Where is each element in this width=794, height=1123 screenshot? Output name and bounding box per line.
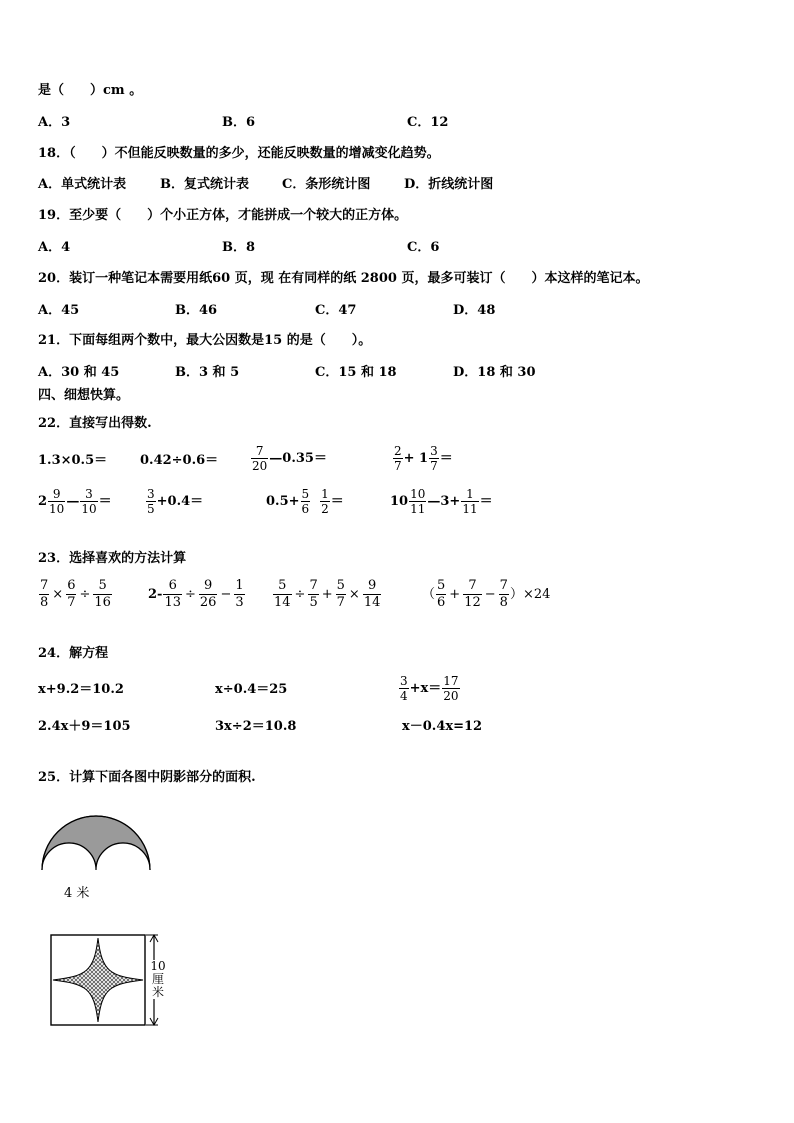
q17-option-c[interactable]: C．12 — [407, 115, 449, 130]
q18-option-d[interactable]: D．折线统计图 — [404, 177, 494, 192]
q21-option-b[interactable]: B．3 和 5 — [175, 365, 240, 380]
q23-expr-4: （ $\frac{5}{6}$ + $\frac{7}{12}$ − $\frac{7}{8}$ ）×24 — [422, 578, 551, 610]
q22-expr-8: 10 $\frac{10}{11}$ —3+ $\frac{1}{11}$ ＝ — [390, 487, 493, 516]
q19-option-c[interactable]: C．6 — [407, 240, 440, 255]
q19-stem: 19．至少要（ ）个小正方体，才能拼成一个较大的正方体。 — [38, 208, 408, 223]
q22-expr-7: 0.5+ $\frac{5}{6}$ $\frac{1}{2}$ ＝ — [266, 487, 344, 516]
fraction: $\frac{5}{16}$ — [94, 578, 111, 610]
q22-expr-6: $\frac{3}{5}$ +0.4＝ — [147, 487, 204, 516]
q19-option-a[interactable]: A．4 — [38, 240, 71, 255]
fraction: $\frac{6}{7}$ — [67, 578, 76, 610]
q25-title: 25．计算下面各图中阴影部分的面积. — [38, 770, 256, 785]
q24-eq-2: x÷0.4＝25 — [215, 682, 288, 697]
q21-option-c[interactable]: C．15 和 18 — [315, 365, 397, 380]
q23-expr-3: $\frac{5}{14}$ ÷ $\frac{7}{5}$ + $\frac{5}{7}$ × $\frac{9}{14}$ — [274, 578, 381, 610]
q20-option-a[interactable]: A．45 — [38, 303, 80, 318]
q22-expr-1: 1.3×0.5＝ — [38, 453, 108, 468]
fraction: $\frac{3}{7}$ — [430, 444, 438, 473]
fraction: $\frac{3}{10}$ — [81, 487, 97, 516]
q20-option-b[interactable]: B．46 — [175, 303, 218, 318]
q18-option-c[interactable]: C．条形统计图 — [282, 177, 371, 192]
q24-eq-1: x+9.2＝10.2 — [38, 682, 124, 697]
q18-option-b[interactable]: B．复式统计表 — [160, 177, 249, 192]
q17-option-b[interactable]: B．6 — [222, 115, 256, 130]
q24-eq-5: 3x÷2＝10.8 — [215, 719, 297, 734]
q22-expr-4: $\frac{2}{7}$ + 1 $\frac{3}{7}$ ＝ — [394, 444, 453, 473]
fraction: $\frac{5}{6}$ — [437, 578, 446, 610]
q23-expr-1: $\frac{7}{8}$ × $\frac{6}{7}$ ÷ $\frac{5}{16}$ — [40, 578, 111, 610]
q21-option-d[interactable]: D．18 和 30 — [453, 365, 536, 380]
fraction: $\frac{5}{6}$ — [301, 487, 310, 516]
figure-2-label: 10 厘 米 — [150, 959, 166, 999]
fraction: $\frac{1}{3}$ — [235, 578, 244, 610]
q24-eq-3: $\frac{3}{4}$ +x＝ $\frac{17}{20}$ — [400, 674, 459, 703]
q17-option-a[interactable]: A．3 — [38, 115, 71, 130]
q22-expr-5: 2 $\frac{9}{10}$ — $\frac{3}{10}$ ＝ — [38, 487, 112, 516]
fraction: $\frac{9}{10}$ — [49, 487, 65, 516]
q24-eq-4: 2.4x＋9＝105 — [38, 719, 131, 734]
q24-title: 24．解方程 — [38, 646, 109, 661]
fraction: $\frac{10}{11}$ — [410, 487, 426, 516]
fraction: $\frac{6}{13}$ — [164, 578, 181, 610]
q22-expr-2: 0.42÷0.6＝ — [140, 453, 219, 468]
fraction: $\frac{7}{8}$ — [499, 578, 508, 610]
fraction: $\frac{7}{12}$ — [464, 578, 481, 610]
fraction: $\frac{17}{20}$ — [443, 674, 459, 703]
fraction: $\frac{1}{2}$ — [321, 487, 329, 516]
fraction: $\frac{5}{14}$ — [274, 578, 291, 610]
q22-expr-3: $\frac{7}{20}$ —0.35＝ — [252, 444, 327, 473]
q19-option-b[interactable]: B．8 — [222, 240, 256, 255]
q18-option-a[interactable]: A．单式统计表 — [38, 177, 127, 192]
fraction: $\frac{7}{8}$ — [40, 578, 49, 610]
q23-expr-2: 2- $\frac{6}{13}$ ÷ $\frac{9}{26}$ − $\frac{1}{3}$ — [148, 578, 244, 610]
q20-option-d[interactable]: D．48 — [453, 303, 496, 318]
q21-stem: 21．下面每组两个数中，最大公因数是15 的是（ ）。 — [38, 333, 372, 348]
fraction: $\frac{9}{26}$ — [199, 578, 217, 610]
q21-option-a[interactable]: A．30 和 45 — [38, 365, 120, 380]
fraction: $\frac{5}{7}$ — [336, 578, 345, 610]
section-4-heading: 四、细想快算。 — [38, 388, 130, 403]
q18-stem: 18．（ ）不但能反映数量的多少，还能反映数量的增减变化趋势。 — [38, 146, 440, 161]
q22-title: 22．直接写出得数. — [38, 416, 152, 431]
figure-1-label: 4 米 — [64, 886, 90, 901]
fraction: $\frac{3}{4}$ — [400, 674, 408, 703]
fraction: $\frac{7}{20}$ — [252, 444, 268, 473]
q23-title: 23．选择喜欢的方法计算 — [38, 551, 187, 566]
q20-stem: 20．装订一种笔记本需要用纸60 页，现 在有同样的纸 2800 页，最多可装订（ ）本这样的笔记本。 — [38, 271, 649, 286]
semicircle-figure — [40, 808, 152, 872]
q24-eq-6: x－0.4x=12 — [402, 719, 483, 734]
q20-option-c[interactable]: C．47 — [315, 303, 357, 318]
fraction: $\frac{3}{5}$ — [147, 487, 155, 516]
fraction: $\frac{1}{11}$ — [462, 487, 478, 516]
fraction: $\frac{9}{14}$ — [363, 578, 381, 610]
fraction: $\frac{2}{7}$ — [394, 444, 402, 473]
q17-stem-tail: 是（ ）cm 。 — [38, 83, 143, 98]
fraction: $\frac{7}{5}$ — [309, 578, 318, 610]
